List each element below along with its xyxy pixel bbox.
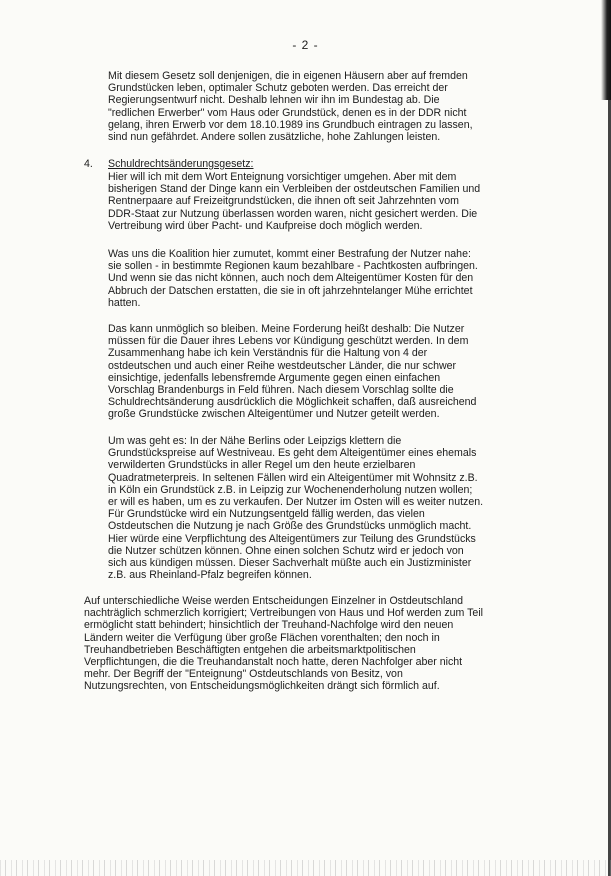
text-line: Regierungsentwurf nicht. Deshalb lehnen wir ihn im Bundestag ab. Die: [108, 94, 440, 107]
text-line: ermöglicht statt behindert; hinsichtlich der Treuhand-Nachfolge wird den neuen: [84, 619, 454, 632]
text-line: einsichtige, jedenfalls lebensfremde Argumente gegen einen einfachen: [108, 371, 441, 384]
text-line: die Nutzer schützen können. Ohne einen solchen Schutz wird er jedoch von: [108, 544, 464, 557]
section-heading: Schuldrechtsänderungsgesetz:: [108, 158, 254, 170]
text-line: Zusammenhang habe ich kein Verständnis für die Haltung von 4 der: [108, 347, 428, 360]
text-line: mehr. Der Begriff der "Enteignung" Ostdeutschlands von Besitz, von: [84, 668, 403, 681]
text-line: Grundstückspreise auf Westniveau. Es geht dem Alteigentümer eines ehemals: [108, 447, 477, 460]
text-line: Treuhandbetrieben Beschäftigten entgehen die arbeitsmarktpolitischen: [84, 643, 416, 656]
text-line: müssen für die Dauer ihres Lebens vor Kündigung geschützt werden. In dem: [108, 335, 469, 348]
text-line: gelang, ihren Erwerb vor dem 18.10.1989 ins Grundbuch eintragen zu lassen,: [108, 118, 473, 131]
text-line: "redlichen Erwerber" vom Haus oder Grundstück, denen es in der DDR nicht: [108, 106, 467, 119]
text-line: Was uns die Koalition hier zumutet, kommt einer Bestrafung der Nutzer nahe:: [108, 248, 471, 260]
text-line: Verpflichtungen, die die Treuhandanstalt noch hatte, deren Nachfolger aber nicht: [84, 656, 463, 669]
paragraph-section4-3: [108, 323, 476, 421]
text-line: Für Grundstücke wird ein Nutzungsentgeld fällig werden, das vielen: [108, 508, 425, 521]
text-line: sind nun gefährdet. Andere sollen zusätzliche, hohe Zahlungen leisten.: [108, 131, 441, 144]
text-line: sich aus kündigen müssen. Dieser Sachverhalt müßte auch ein Justizminister: [108, 557, 472, 570]
text-line: Und wenn sie das nicht können, auch noch dem Alteigentümer Kosten für den: [108, 272, 474, 285]
paragraph-intro: [108, 70, 473, 143]
text-line: Mit diesem Gesetz soll denjenigen, die in eigenen Häusern aber auf fremden: [108, 70, 468, 82]
text-line: Ländern weiter die Verfügung über große Flächen vorenthalten; den noch in: [84, 631, 440, 644]
text-line: Quadratmeterpreis. In seltenen Fällen wird ein Alteigentümer mit Wohnsitz z.B.: [108, 471, 478, 484]
text-line: Ostdeutschen die Nutzung je nach Größe des Grundstücks unmöglich macht.: [108, 520, 472, 533]
text-line: nachträglich schmerzlich korrigiert; Vertreibungen von Haus und Hof werden zum Teil: [84, 607, 484, 620]
text-line: hatten.: [108, 296, 141, 309]
text-line: Rentnerpaare auf Freizeitgrundstücken, die ihnen oft seit Jahrzehnten vom: [108, 195, 459, 208]
text-line: Auf unterschiedliche Weise werden Entscheidungen Einzelner in Ostdeutschland: [84, 595, 464, 607]
text-line: Um was geht es: In der Nähe Berlins oder Leipzigs klettern die: [108, 435, 402, 447]
text-line: Vorschlag Brandenburgs in Feld führen. Nach diesem Vorschlag sollte die: [108, 384, 454, 397]
paragraph-closing: [84, 595, 483, 693]
text-line: Vertreibung wird über Pacht- und Kaufpreise doch möglich werden.: [108, 219, 423, 232]
paragraph-section4-1: [108, 171, 480, 232]
text-line: Abbruch der Datschen erstatten, die sie in oft jahrzehntelanger Mühe errichtet: [108, 284, 473, 297]
text-line: große Grundstücke zwischen Alteigentümer und Nutzer geteilt werden.: [108, 408, 440, 421]
text-line: Das kann unmöglich so bleiben. Meine Forderung heißt deshalb: Die Nutzer: [108, 323, 465, 335]
section-number: 4.: [84, 158, 93, 170]
text-line: Hier würde eine Verpflichtung des Alteigentümers zur Teilung des Grundstücks: [108, 532, 476, 545]
page-number: - 2 -: [292, 38, 319, 52]
text-line: Grundstücken leben, optimaler Schutz geboten werden. Das erreicht der: [108, 82, 448, 95]
text-line: ostdeutschen und auch einer Reihe westdeutscher Länder, die nur schwer: [108, 359, 457, 372]
text-line: DDR-Staat zur Nutzung überlassen worden waren, nicht gesichert werden. Die: [108, 207, 478, 220]
text-line: z.B. aus Rheinland-Pfalz begreifen können.: [108, 569, 312, 582]
text-line: Schuldrechtsänderung ausdrücklich die Möglichkeit schaffen, daß ausreichend: [108, 396, 477, 409]
text-line: Hier will ich mit dem Wort Enteignung vorsichtiger umgehen. Aber mit dem: [108, 171, 457, 183]
text-line: verwilderten Grundstücks in aller Regel um den heute erzielbaren: [108, 459, 416, 472]
text-line: er will es haben, um es zu verkaufen. Der Nutzer im Osten will es weiter nutzen.: [108, 496, 484, 509]
text-line: bisherigen Stand der Dinge kann ein Verbleiben der ostdeutschen Familien und: [108, 183, 481, 196]
paragraph-section4-4: [108, 435, 483, 581]
paragraph-section4-2: [108, 248, 478, 309]
text-line: Nutzungsrechten, von Entscheidungsmöglichkeiten drängt sich förmlich auf.: [84, 680, 440, 693]
text-line: sie sollen - in bestimmte Regionen kaum bezahlbare - Pachtkosten aufbringen.: [108, 260, 478, 273]
text-line: in Köln ein Grundstück z.B. in Leipzig zur Wochenenderholung nutzen wollen;: [108, 483, 473, 496]
scan-noise-bottom: [0, 860, 611, 876]
